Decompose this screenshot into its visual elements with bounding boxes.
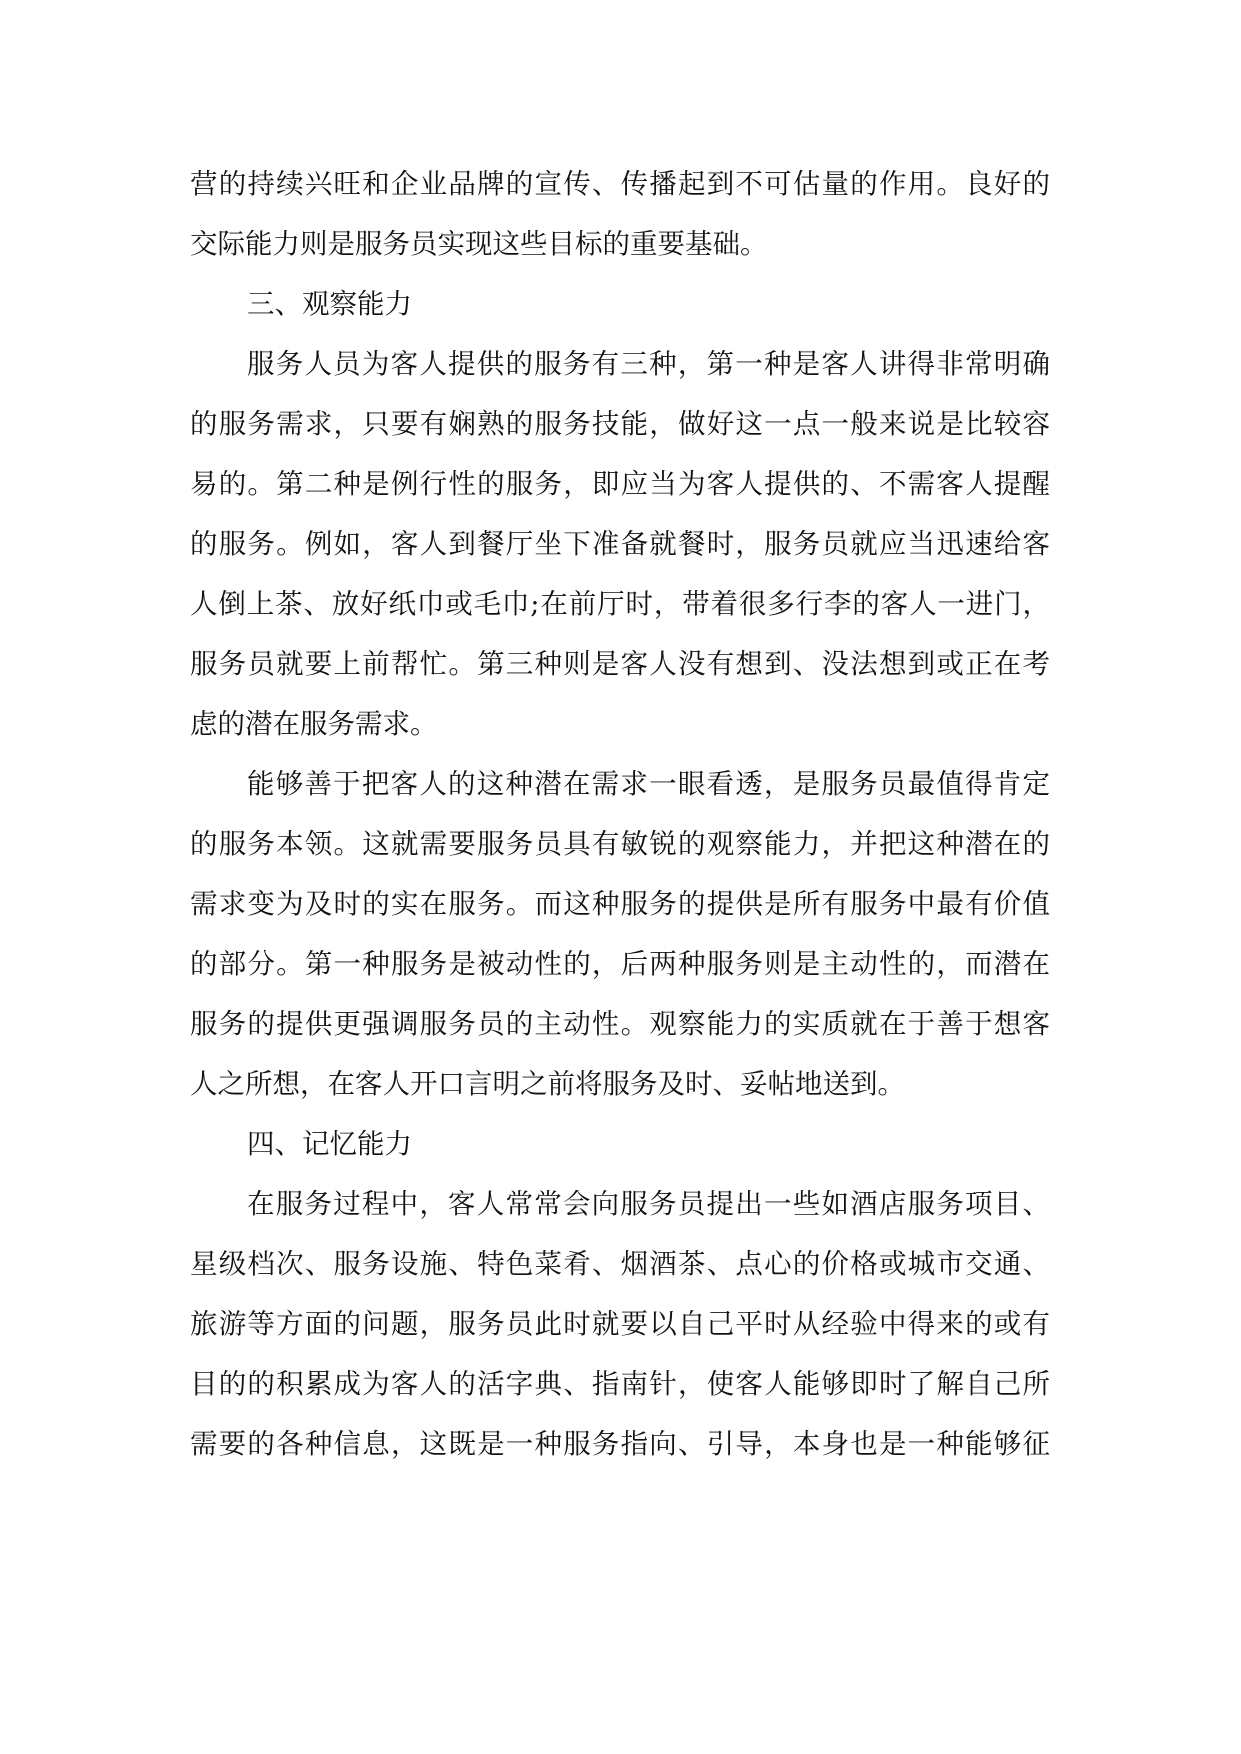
paragraph-line: 的服务需求，只要有娴熟的服务技能，做好这一点一般来说是比较容 [190, 408, 1050, 440]
paragraph-line: 服务员就要上前帮忙。第三种则是客人没有想到、没法想到或正在考 [190, 648, 1050, 680]
paragraph-line: 交际能力则是服务员实现这些目标的重要基础。 [190, 228, 768, 260]
paragraph-line: 的服务。例如，客人到餐厅坐下准备就餐时，服务员就应当迅速给客 [190, 528, 1050, 560]
paragraph-line: 营的持续兴旺和企业品牌的宣传、传播起到不可估量的作用。良好的 [190, 168, 1050, 200]
paragraph-line: 的部分。第一种服务是被动性的，后两种服务则是主动性的，而潜在 [190, 948, 1050, 980]
paragraph-line: 需求变为及时的实在服务。而这种服务的提供是所有服务中最有价值 [190, 888, 1050, 920]
paragraph-line: 旅游等方面的问题，服务员此时就要以自己平时从经验中得来的或有 [190, 1308, 1050, 1340]
section-heading-observation: 三、观察能力 [247, 288, 412, 320]
paragraph-line: 人之所想，在客人开口言明之前将服务及时、妥帖地送到。 [190, 1068, 905, 1100]
document-body [190, 154, 1050, 1474]
paragraph-line: 的服务本领。这就需要服务员具有敏锐的观察能力，并把这种潜在的 [190, 828, 1050, 860]
paragraph-line: 服务的提供更强调服务员的主动性。观察能力的实质就在于善于想客 [190, 1008, 1050, 1040]
paragraph-line: 在服务过程中，客人常常会向服务员提出一些如酒店服务项目、 [247, 1188, 1050, 1220]
paragraph-line: 虑的潜在服务需求。 [190, 708, 438, 740]
paragraph-line: 易的。第二种是例行性的服务，即应当为客人提供的、不需客人提醒 [190, 468, 1050, 500]
section-heading-memory: 四、记忆能力 [247, 1128, 412, 1160]
paragraph-line: 能够善于把客人的这种潜在需求一眼看透，是服务员最值得肯定 [247, 768, 1050, 800]
paragraph-line: 服务人员为客人提供的服务有三种，第一种是客人讲得非常明确 [247, 348, 1050, 380]
paragraph-line: 星级档次、服务设施、特色菜肴、烟酒茶、点心的价格或城市交通、 [190, 1248, 1050, 1280]
paragraph-line: 需要的各种信息，这既是一种服务指向、引导，本身也是一种能够征 [190, 1428, 1050, 1460]
paragraph-line: 目的的积累成为客人的活字典、指南针，使客人能够即时了解自己所 [190, 1368, 1050, 1400]
paragraph-line: 人倒上茶、放好纸巾或毛巾;在前厅时，带着很多行李的客人一进门， [190, 588, 1050, 620]
